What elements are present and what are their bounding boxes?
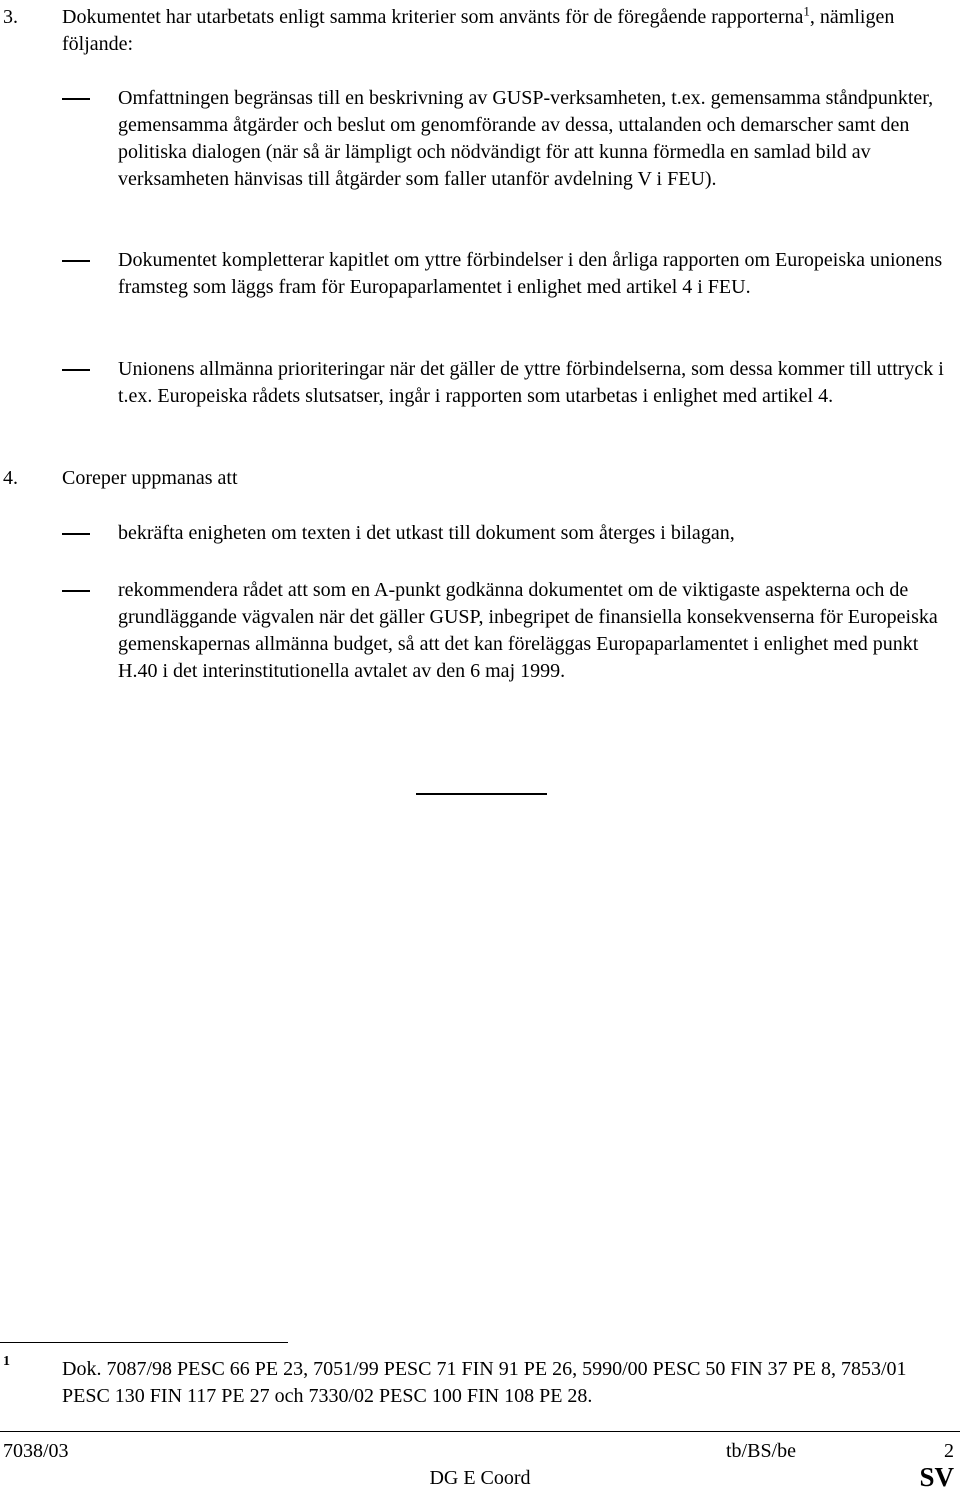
footnote-rule [0,1342,288,1343]
section-3-intro [62,4,958,58]
list-dash [62,533,90,535]
section-4-number: 4. [3,467,18,489]
footnote-text: Dok. 7087/98 PESC 66 PE 23, 7051/99 PESC 71 FIN 91 PE 26, 5990/00 PESC 50 FIN 37 PE 8, 7853/01 PESC 130 FIN 117 PE 27 och 7330/02 PESC 100 FIN 108 PE 28. [62,1358,907,1407]
footer-language: SV [919,1462,954,1492]
section-4-item-2: rekommendera rådet att som en A-punkt godkänna dokumentet om de viktigaste aspekterna och de grundläggande vägvalen när det gäller GUSP, inbegripet de finansiella konsekvenserna för Europeiska gemenskapernas allmänna budget, så att det kan föreläggas Europaparlamentet i enlighet med punkt H.40 i det interinstitutionella avtalet av den 6 maj 1999. [118,579,938,682]
section-3-number: 3. [3,6,18,28]
list-dash [62,590,90,592]
list-dash [62,369,90,371]
section-4-intro: Coreper uppmanas att [62,467,238,489]
section-3-item-3: Unionens allmänna prioriteringar när det gäller de yttre förbindelserna, som dessa kommer till uttryck i t.ex. Europeiska rådets slutsatser, ingår i rapporten som utarbetas i enlighet med artikel 4. [118,358,944,407]
section-4-item-1: bekräfta enigheten om texten i det utkast till dokument som återges i bilagan, [118,522,735,544]
footer-dg: DG E Coord [429,1467,531,1489]
section-3-item-1: Omfattningen begränsas till en beskrivning av GUSP-verksamheten, t.ex. gemensamma ståndpunkter, gemensamma åtgärder och beslut om genomförande av dessa, uttalanden och demarscher samt den politiska dialogen (när så är lämpligt och nödvändigt för att kunna förmedla en samlad bild av verksamheten hänvisas till åtgärder som faller utanför avdelning V i FEU). [118,87,934,190]
list-dash [62,260,90,262]
footer-page-number: 2 [944,1440,954,1462]
footnote-reference[interactable]: 1 [803,3,810,19]
section-3-text: Dokumentet har utarbetats enligt samma kriterier som använts för de föregående rapporterna [62,6,804,28]
section-3-item-2: Dokumentet kompletterar kapitlet om yttre förbindelser i den årliga rapporten om Europeiska unionens framsteg som läggs fram för Europaparlamentet i enlighet med artikel 4 i FEU. [118,249,943,298]
list-dash [62,98,90,100]
end-separator [416,793,547,795]
section-3-text-cont: , nämligen följande: [62,6,895,55]
footer-initials-page [726,1438,954,1465]
footer-rule [0,1431,960,1432]
footer-doc-ref: 7038/03 [3,1440,69,1462]
footer-initials: tb/BS/be [725,1440,796,1462]
footnote-mark: 1 [3,1354,10,1369]
